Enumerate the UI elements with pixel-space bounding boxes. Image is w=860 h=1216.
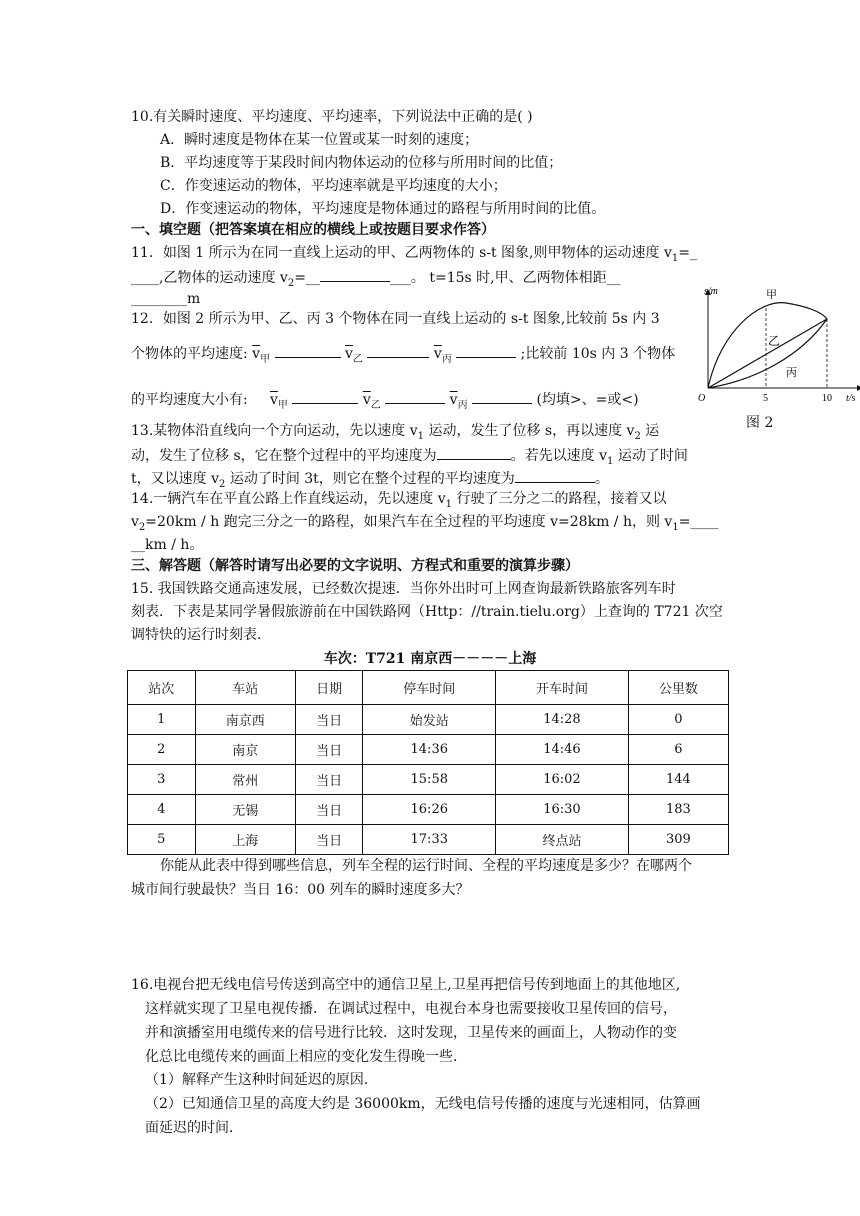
q14-line3: __km / h。 xyxy=(131,537,204,553)
table-cell: 144 xyxy=(628,765,728,795)
table-cell: 6 xyxy=(628,735,728,765)
tick-10-label: 10 xyxy=(822,393,832,404)
q10-option-a: A．瞬时速度是物体在某一位置或某一时刻的速度； xyxy=(160,132,479,148)
table-cell: 14:36 xyxy=(363,735,496,765)
q11-line1: 11．如图 1 所示为在同一直线上运动的甲、乙两物体的 s-t 图象,则甲物体的运动速度 $v_1=\_$ xyxy=(131,245,697,264)
header-cell: 车站 xyxy=(195,671,295,705)
q10-option-b: B．平均速度等于某段时间内物体运动的位移与所用时间的比值； xyxy=(160,155,563,171)
table-cell: 4 xyxy=(128,795,196,825)
x-axis-label: t/s xyxy=(846,393,856,404)
table-cell: 2 xyxy=(128,735,196,765)
figure-2-st-graph xyxy=(696,284,860,406)
figure-2-caption: 图 2 xyxy=(746,415,774,431)
table-cell: 终点站 xyxy=(496,825,629,855)
q16-line4: 化总比电缆传来的画面上相应的变化发生得晚一些． xyxy=(145,1049,467,1065)
q15-line3: 调特快的运行时刻表． xyxy=(131,627,271,643)
table-cell: 14:28 xyxy=(496,705,629,735)
table-cell: 无锡 xyxy=(195,795,295,825)
table-cell: 当日 xyxy=(295,705,363,735)
table-cell: 当日 xyxy=(295,735,363,765)
table-cell: 309 xyxy=(628,825,728,855)
table-cell: 当日 xyxy=(295,825,363,855)
table-header-row xyxy=(128,671,729,705)
table-cell: 上海 xyxy=(195,825,295,855)
table-cell: 1 xyxy=(128,705,196,735)
header-cell: 停车时间 xyxy=(363,671,496,705)
table-row xyxy=(128,825,729,855)
q16-sub1: （1）解释产生这种时间延迟的原因． xyxy=(145,1072,378,1088)
q15-after-line2: 城市间行驶最快？当日 16：00 列车的瞬时速度多大？ xyxy=(131,882,470,898)
header-cell: 公里数 xyxy=(628,671,728,705)
origin-label: O xyxy=(698,393,706,404)
q10-stem: 10.有关瞬时速度、平均速度、平均速率，下列说法中正确的是( ) xyxy=(131,109,533,125)
table-cell: 16:26 xyxy=(363,795,496,825)
table-cell: 当日 xyxy=(295,765,363,795)
q14-line1: 14.一辆汽车在平直公路上作直线运动，先以速度 $v_1$ 行驶了三分之二的路程，接着又以 xyxy=(131,491,667,510)
q12-line3: 的平均速度大小有: $\overline{v}_甲$ $\overline{v}_乙$ $\overline{v}_丙$ (均填>、=或<) xyxy=(131,388,639,416)
timetable xyxy=(127,670,729,855)
table-row xyxy=(128,705,729,735)
table-cell: 始发站 xyxy=(363,705,496,735)
q15-line1: 15. 我国铁路交通高速发展，已经数次提速．当你外出时可上网查询最新铁路旅客列车时 xyxy=(131,581,676,597)
table-cell: 0 xyxy=(628,705,728,735)
table-cell: 16:02 xyxy=(496,765,629,795)
table-cell: 183 xyxy=(628,795,728,825)
q16-line1: 16.电视台把无线电信号传送到高空中的通信卫星上,卫星再把信号传到地面上的其他地区, xyxy=(131,977,681,993)
table-cell: 15:58 xyxy=(363,765,496,795)
q10-option-c: C．作变速运动的物体，平均速率就是平均速度的大小； xyxy=(160,178,507,194)
y-axis-label: s/m xyxy=(704,286,718,297)
curve-yi xyxy=(708,319,827,388)
table-cell: 17:33 xyxy=(363,825,496,855)
label-yi: 乙 xyxy=(768,334,781,348)
table-row xyxy=(128,765,729,795)
q13-line2: 动，发生了位移 s，它在整个过程中的平均速度为 。若先以速度 $v_1$ 运动了时间 xyxy=(131,444,688,472)
q16-line2: 这样就实现了卫星电视传播．在调试过程中，电视台本身也需要接收卫星传回的信号， xyxy=(145,1001,677,1017)
header-cell: 日期 xyxy=(295,671,363,705)
q16-sub2: （2）已知通信卫星的高度大约是 36000km，无线电信号传播的速度与光速相同，估算画 xyxy=(145,1096,701,1112)
table-cell: 南京西 xyxy=(195,705,295,735)
table-cell: 5 xyxy=(128,825,196,855)
q11-line3: ________m xyxy=(131,291,201,307)
q16-line3: 并和演播室用电缆传来的信号进行比较．这时发现，卫星传来的画面上，人物动作的变 xyxy=(145,1025,677,1041)
q14-line2: $v_2=20km / h$ 跑完三分之一的路程，如果汽车在全过程的平均速度 v=28km / h，则 $v_1=\_\_\_\_$ xyxy=(131,514,719,533)
q13-line1: 13.某物体沿直线向一个方向运动，先以速度 $v_1$ 运动，发生了位移 s，再以速度 $v_2$ 运 xyxy=(131,423,660,442)
table-cell: 16:30 xyxy=(496,795,629,825)
q11-line2: ____,乙物体的运动速度 $v_2=\_\_$ ___。 t=15s 时,甲、乙两物体相距__ xyxy=(131,266,621,294)
table-row xyxy=(128,735,729,765)
label-bing: 丙 xyxy=(786,366,797,379)
table-cell: 常州 xyxy=(195,765,295,795)
table-row xyxy=(128,795,729,825)
header-cell: 开车时间 xyxy=(496,671,629,705)
q16-sub2-cont: 面延迟的时间． xyxy=(145,1120,243,1136)
q10-option-d: D．作变速运动的物体，平均速度是物体通过的路程与所用时间的比值。 xyxy=(160,201,606,217)
table-cell: 14:46 xyxy=(496,735,629,765)
q15-after-line1: 你能从此表中得到哪些信息，列车全程的运行时间、全程的平均速度是多少？在哪两个 xyxy=(160,858,692,874)
label-jia: 甲 xyxy=(766,288,777,301)
table-cell: 当日 xyxy=(295,795,363,825)
section3-heading: 三、解答题（解答时请写出必要的文字说明、方程式和重要的演算步骤） xyxy=(131,558,579,574)
section1-heading: 一、填空题（把答案填在相应的横线上或按题目要求作答） xyxy=(131,222,495,238)
table-cell: 南京 xyxy=(195,735,295,765)
q12-line1: 12．如图 2 所示为甲、乙、丙 3 个物体在同一直线上运动的 s-t 图象,比较前 5s 内 3 xyxy=(131,311,660,327)
q13-line3: t，又以速度 $v_2$ 运动了时间 3t，则它在整个过程的平均速度为 。 xyxy=(131,467,609,495)
q15-line2: 刻表．下表是某同学暑假旅游前在中国铁路网（Http：//train.tielu.org）上查询的 T721 次空 xyxy=(131,604,723,620)
q12-line2: 个物体的平均速度: $\overline{v}_甲$ $\overline{v}_乙$ $\overline{v}_丙$ ;比较前 10s 内 3 个物体 xyxy=(131,342,675,370)
table-cell: 3 xyxy=(128,765,196,795)
tick-5-label: 5 xyxy=(763,393,768,404)
timetable-title: 车次：T721 南京西－－－－上海 xyxy=(323,651,537,667)
header-cell: 站次 xyxy=(128,671,196,705)
